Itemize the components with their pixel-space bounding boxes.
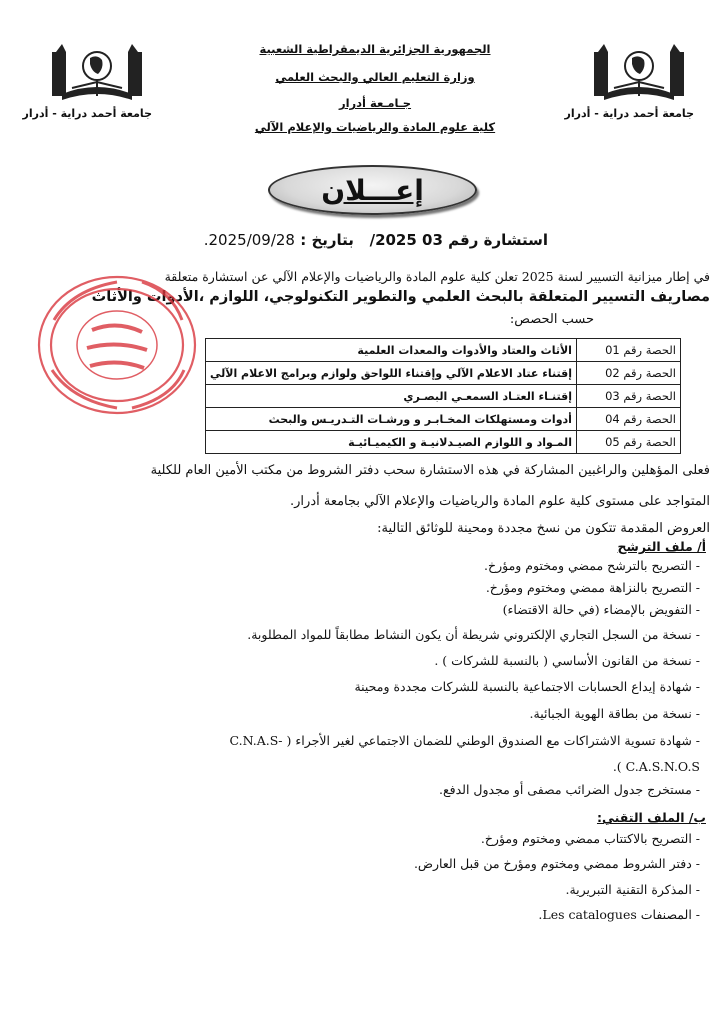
consultation-heading [203, 231, 548, 249]
candidacy-item: - شهادة تسوية الاشتراكات مع الصندوق الوطني للضمان الاجتماعي لغير الأجراء ( -C.N.A.S [229, 733, 700, 748]
table-row [206, 385, 681, 408]
announcement-banner [268, 165, 477, 215]
candidacy-item: - شهادة إيداع الحسابات الاجتماعية بالنسبة للشركات مجددة ومحينة [354, 679, 700, 694]
university-logo-right [564, 44, 694, 122]
announcement-title: إعـــلان [321, 173, 424, 207]
candidacy-item: - مستخرج جدول الضرائب مصفى أو مجدول الدفع. [438, 782, 700, 797]
header-faculty-text: كلية علوم المادة والرياضيات والإعلام الآلي [254, 120, 496, 134]
technical-item: - التصريح بالاكتتاب ممضي ومختوم ومؤرخ. [480, 831, 700, 846]
body-line-3: العروض المقدمة تتكون من نسخ مجددة ومحينة للوثائق التالية: [377, 521, 710, 536]
consultation-number: 03 [422, 231, 443, 249]
candidacy-item: C.A.S.N.O.S ). [612, 759, 700, 774]
consultation-year: 2025/ [369, 231, 417, 249]
candidacy-item: - نسخة من القانون الأساسي ( بالنسبة للشركات ) . [434, 653, 700, 668]
lot-description: إقتنـاء العتـاد السمعـي البصـري [206, 385, 577, 408]
lot-number: الحصة رقم 05 [576, 431, 680, 454]
lot-number: الحصة رقم 04 [576, 408, 680, 431]
consultation-date-label: بتاريخ : [300, 231, 354, 249]
lots-table [205, 338, 681, 454]
university-logo-icon [42, 44, 152, 106]
header-ministry-text: وزارة التعليم العالي والبحث العلمي [275, 70, 475, 84]
technical-item: - المذكرة التقنية التبريرية. [565, 882, 700, 897]
lot-number: الحصة رقم 03 [576, 385, 680, 408]
body-line-2: المتواجد على مستوى كلية علوم المادة والرياضيات والإعلام الآلي بجامعة أدرار. [290, 494, 710, 509]
university-logo-left [22, 44, 152, 122]
header-faculty [250, 120, 500, 134]
technical-title: ب/ الملف التقني: [596, 810, 706, 825]
lot-description: المـواد و اللوازم الصيـدلانيـة و الكيميـائيـة [206, 431, 577, 454]
official-stamp [32, 270, 202, 420]
table-row [206, 362, 681, 385]
header-ministry [250, 70, 500, 84]
official-stamp-icon [32, 270, 202, 420]
technical-item: - دفتر الشروط ممضي ومختوم ومؤرخ من قبل العارض. [413, 856, 700, 871]
candidacy-item: - نسخة من السجل التجاري الإلكتروني شريطة أن يكون النشاط مطابقاً للمواد المطلوبة. [247, 627, 700, 642]
lot-description: الأثاث والعتاد والأدوات والمعدات العلمية [206, 339, 577, 362]
candidacy-item: - نسخة من بطاقة الهوية الجبائية. [529, 706, 700, 721]
header-republic [250, 42, 500, 56]
body-line-1: فعلى المؤهلين والراغبين المشاركة في هذه الاستشارة سحب دفتر الشروط من مكتب الأمين العام للكلية [150, 463, 710, 478]
logo-caption: جامعة أحمد دراية - أدرار [564, 107, 694, 120]
logo-caption: جامعة أحمد دراية - أدرار [22, 107, 152, 120]
lot-number: الحصة رقم 01 [576, 339, 680, 362]
technical-item: - المصنفات Les catalogues. [538, 907, 700, 922]
table-row [206, 408, 681, 431]
consultation-date: 2025/09/28. [203, 231, 295, 249]
candidacy-item: - التصريح بالنزاهة ممضي ومختوم ومؤرخ. [485, 580, 700, 595]
intro-lots-label: حسب الحصص: [509, 312, 594, 327]
candidacy-item: - التفويض بالإمضاء (في حالة الاقتضاء) [502, 602, 700, 617]
candidacy-item: - التصريح بالترشح ممضي ومختوم ومؤرخ. [484, 558, 700, 573]
consultation-label: استشارة رقم [448, 231, 548, 249]
lot-number: الحصة رقم 02 [576, 362, 680, 385]
header-university [250, 96, 500, 110]
header-republic-text: الجمهورية الجزائرية الديمقراطية الشعبية [259, 42, 491, 56]
lot-description: أدوات ومستهلكات المخـابـر و ورشـات التـدريـس والبحث [206, 408, 577, 431]
table-row [206, 339, 681, 362]
header-university-text: جـامـعة أدرار [338, 96, 412, 110]
university-logo-icon [584, 44, 694, 106]
candidacy-title: أ/ ملف الترشح [617, 539, 706, 554]
table-row [206, 431, 681, 454]
intro-line-1: في إطار ميزانية التسيير لسنة 2025 تعلن كلية علوم المادة والرياضيات والإعلام الآلي عن استشارة متعلقة [164, 269, 710, 284]
intro-line-2: مصاريف التسيير المتعلقة بالبحث العلمي والتطوير التكنولوجي، اللوازم ،الأدوات والأثاث [91, 289, 710, 305]
lot-description: إقتناء عتاد الاعلام الآلي وإقتناء اللواحق ولوازم وبرامج الاعلام الآلي [206, 362, 577, 385]
